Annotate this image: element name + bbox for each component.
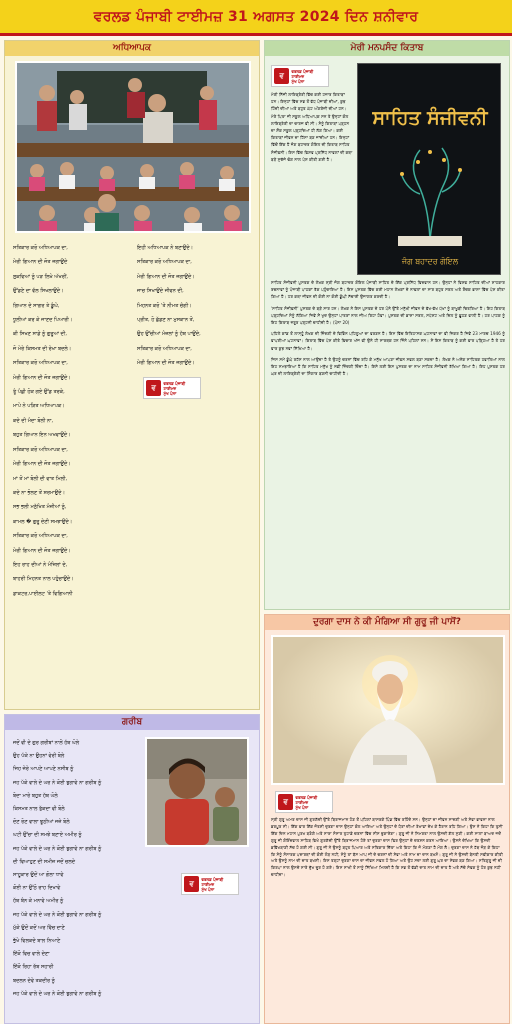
publication-logo-icon: ਵ bbox=[146, 380, 161, 396]
poem-line: ਮਿਹਨਤ ਕਰੋ 'ਤੇ ਨੀਮਤ ਚੰਗੀ। bbox=[137, 302, 192, 309]
poem-line: ਕਦੇ ਨਾ ਭੋਲਣ ਤੋਂ ਸ਼ਰਮਾਉਂਦੇ। bbox=[13, 489, 65, 496]
newspaper-title: ਵਰਲਡ ਪੰਜਾਬੀ ਟਾਈਮਜ਼ 31 ਅਗਸਤ 2024 ਦਿਨ ਸ਼ਨੀਵਾਰ bbox=[93, 8, 419, 25]
poem-line: ਉੱਡਣੇ ਦਾ ਵੱਲ ਸਿਖਲਾਉਂਦੇ। bbox=[13, 288, 64, 295]
poem-line: ਬਹੁਤ ਗਿਆਨ ਇਨ ਅਖਵਾਉਂਦੇ। bbox=[13, 432, 71, 439]
badge-line-1: ਵਰਲਡ ਪੰਜਾਬੀ ਟਾਈਮਜ਼ bbox=[163, 380, 186, 391]
publication-badge bbox=[143, 377, 201, 399]
review-paragraph: 'ਸਾਹਿਤ ਸੰਜੀਵਨੀ' ਪੁਸਤਕ ਦੇ ਬੜੇ ਸਾਰ ਹਨ। ਲੇਖਕ ਨੇ ਇਸ ਪੁਸਤਕ ਦੇ ਹਰ ਪੰਨੇ ਉੱਤੇ ਮਨੁੱਖੀ ਜੀਵਨ ਦੇ ਵੱਖ-ਵੱਖ ਪੱਖਾਂ ਨੂੰ ਬਾਖੂਬੀ ਚਿਤਰਿਆ ਹੈ। ਇਹ ਕਿਤਾਬ ਪੜ੍ਹਦਿਆਂ ਮੈਨੂੰ ਲੱਗਿਆ ਜਿਵੇਂ ਮੈਂ ਖੁਦ ਉਨ੍ਹਾਂ ਪਾਤਰਾਂ ਨਾਲ ਜੀਅ ਰਿਹਾ ਹੋਵਾਂ। ਪੁਸਤਕ ਦੀ ਭਾਸ਼ਾ ਸਰਲ, ਸਪੱਸ਼ਟ ਅਤੇ ਦਿਲ ਨੂੰ ਛੂਹਣ ਵਾਲੀ ਹੈ। ਹਰ ਪਾਠਕ ਨੂੰ ਇਹ ਕਿਤਾਬ ਜ਼ਰੂਰ ਪੜ੍ਹਨੀ ਚਾਹੀਦੀ ਹੈ। (ਪੰਨਾ 20) bbox=[271, 305, 505, 326]
poor-section bbox=[4, 714, 260, 1024]
poem-line: ਜਿਹ ਜੇਰੇ ਆਪਣੇ ਆਪਣੇ ਨਸੀਬ ਨੂੰ bbox=[13, 766, 74, 773]
poem-line: ਇੱਕੋ ਵਿਚ ਵਾਲੇ ਦੇਣਾ bbox=[13, 951, 50, 958]
poem-line: ਡਾਕਟਰ,ਪਾਈਲਟ 'ਤੇ ਵਿਗਿਆਨੀ bbox=[13, 590, 73, 597]
poem-line: ਸਤਿਕਾਰ ਕਰੋ ਅਧਿਆਪਕ ਦਾ, bbox=[13, 533, 68, 540]
poor-publication-badge bbox=[181, 873, 239, 895]
guru-publication-logo-icon: ਵ bbox=[278, 794, 293, 810]
poem-line: ਧੂਲੀਆਂ ਕਰ ਕੇ ਜਾਣਦ ਪਿਆਰੀ। bbox=[13, 317, 73, 324]
poem-line: ਬਾਹਰੀ ਮਿਹਨਤ ਨਾਲ ਪਹੁੰਚਾਉਂਦੇ। bbox=[13, 576, 74, 583]
poem-line: ਮੇਰੀ ਗਿਆਨ ਦੀ ਜੋਤ ਜਗਾਉਂਦੇ। bbox=[137, 273, 195, 280]
poem-column-1 bbox=[13, 241, 131, 601]
badge-line-2: ਮੁੱਖ ਪੰਨਾ bbox=[163, 390, 177, 396]
poem-line: ਜਹ ਪੱਕੇ ਵਾਲੇ ਦੇ ਘਰ ਨੇ ਕੋਈ ਝੁਗਾਵੇ ਨਾ ਗਰੀਬ ਨੂੰ bbox=[13, 990, 102, 997]
poem-line: ਜਾਚ ਸਿਖਾਉਂਦੇ ਜੀਵਨ ਦੀ, bbox=[137, 288, 184, 295]
poem-line: ਦੀ ਵਿਆਹੁਣ ਦੀ ਸਮੀਜ਼ ਜਦੋਂ ਚਲਦੇ bbox=[13, 858, 76, 865]
book-cover bbox=[357, 63, 501, 275]
poem-line: ਕਿਸਮਤ ਨਾਲ ਤੁੱਕਦਾ ਵੀ ਬੋਲੇ bbox=[13, 806, 65, 813]
poem-line: ਮਾਪੇ ਨੇ ਪੜਿਤ ਅਧਿਆਪਕ। bbox=[13, 403, 65, 410]
poem-line: ਜਹ ਪੱਕੇ ਵਾਲੇ ਦੇ ਘਰ ਨੇ ਕੋਈ ਝੁਗਾਵੇ ਨਾ ਗਰੀਬ ਨੂੰ bbox=[13, 845, 102, 852]
review-paragraph: ਜਿਸ ਸਮੇਂ ਡੂੰਘੇ ਰਹੱਸ ਨਾਲ ਆਉਂਦਾ ਹੈ ਤੇ ਉਹਨੂੰ ਚਰਨਾਂ ਵਿੱਚ ਰਹਿ ਕੇ ਮਨੁੱਖ ਆਪਣਾ ਜੀਵਨ ਸਫਲ ਬਣਾ ਸਕਦਾ ਹੈ। ਲੇਖਕ ਨੇ ਅਨੇਕ ਸਾਹਿਤਕ ਹਵਾਲਿਆਂ ਨਾਲ ਇਹ ਸਮਝਾਇਆ ਹੈ ਕਿ ਸਾਹਿਤ ਮਨੁੱਖ ਨੂੰ ਨਵੀਂ ਜ਼ਿੰਦਗੀ ਦਿੰਦਾ ਹੈ। ਇਸੇ ਲਈ ਇਸ ਪੁਸਤਕ ਦਾ ਨਾਮ ਸਾਹਿਤ ਸੰਜੀਵਨੀ ਰੱਖਿਆ ਗਿਆ ਹੈ। ਇਹ ਪੁਸਤਕ ਹਰ ਘਰ ਦੀ ਲਾਇਬ੍ਰੇਰੀ ਦਾ ਸ਼ਿੰਗਾਰ ਬਣਨੀ ਚਾਹੀਦੀ ਹੈ। bbox=[271, 356, 505, 377]
book-section bbox=[264, 40, 510, 610]
guru-badge-line-1: ਵਰਲਡ ਪੰਜਾਬੀ ਟਾਈਮਜ਼ bbox=[295, 794, 318, 805]
poem-line: ਮੇਰੀ ਗਿਆਨ ਦੀ ਜੋਤ ਜਗਾਉਂਦੇ bbox=[13, 259, 68, 266]
poem-column-2 bbox=[137, 241, 255, 371]
poem-line: ਇੱਕੋ ਰਿਹਾ ਰੱਬ ਸਹਾਰੀ bbox=[13, 964, 54, 971]
poem-line: ਉਹ ਪੱਕੇ ਨਾ ਉਹਨਾਂ ਵੇਰੀ ਬੋਲੇ bbox=[13, 753, 65, 760]
poem-line: ਸਤਿਕਾਰ ਕਰੋ ਅਧਿਆਪਕ ਦਾ, bbox=[13, 360, 68, 367]
poor-heading: ਗਰੀਬ bbox=[5, 715, 259, 730]
poem-line: ਇਹੀ ਅਧਿਆਪਕ ਨੇ ਬਣਾਉਂਦੇ। bbox=[137, 245, 194, 251]
poem-line: ਇਹ ਰਾਹ ਦੀਆਂ ਨੇ ਮੰਜ਼ਿਲਾਂ ਦੇ, bbox=[13, 561, 68, 568]
poem-line: ਗਿਆਨ ਦੇ ਸਾਗਰ ਤੇ ਡੂੰਘੇ, bbox=[13, 302, 60, 309]
poem-line: ਮਾਂ ਤੋਂ ਮਾਂ ਬੋਲੀ ਦੀ ਵਾਤ ਮਿਲੀ, bbox=[13, 475, 68, 482]
review-paragraph: ਪਹਿਲੇ ਕਾਂਡ ਤੋਂ ਲਾਸ੍ਹੂੰ ਲੇਖਕ ਦੀ ਜ਼ਿੰਦਗੀ ਦੇ ਵਿਭਿੰਨ ਪਹਿਲੂਆਂ ਦਾ ਵਰਣਨ ਹੈ। ਇਸ ਵਿੱਚ ਇਤਿਹਾਸਕ ਘਟਨਾਵਾਂ ਦਾ ਵੀ ਜ਼ਿਕਰ ਹੈ ਜਿਵੇਂ 23 ਮਾਰਚ 1946 ਨੂੰ ਵਾਪਰੀਆਂ ਘਟਨਾਵਾਂ। ਕਿਤਾਬ ਵਿੱਚ ਪੇਸ਼ ਕੀਤੇ ਵਿਚਾਰ ਅੱਜ ਵੀ ਉਨੇ ਹੀ ਸਾਰਥਕ ਹਨ ਜਿੰਨੇ ਪਹਿਲਾਂ ਸਨ। ਮੈਂ ਇਸ ਕਿਤਾਬ ਨੂੰ ਕਈ ਵਾਰ ਪੜ੍ਹਿਆ ਹੈ ਤੇ ਹਰ ਵਾਰ ਕੁਝ ਨਵਾਂ ਸਿੱਖਿਆ ਹੈ। bbox=[271, 331, 505, 351]
poem-line: ਜਦੋਂ ਵੀ ਦੇ ਗੁਰ ਗਰੀਬਾਂ ਨਾਲੋਂ ਹੱਥ ਘੋਲੇ bbox=[13, 740, 80, 746]
poem-line: ਸਤਿਕਾਰ ਕਰੋ ਅਧਿਆਪਕ ਦਾ, bbox=[137, 259, 192, 266]
poem-line: ਉਹ ਉੱਚੀਆਂ ਮੰਜ਼ਲਾਂ ਨੂੰ ਹੱਥ ਪਾਉਂਦੇ, bbox=[137, 331, 201, 338]
guru-publication-badge bbox=[275, 791, 333, 813]
poem-line: ਕੀ ਸਿਖਣ ਸਾਡੇ ਨੂੰ ਗੁਰੂਆਂ ਦੀ, bbox=[13, 331, 67, 338]
poem-line: ਮੇਰੀ ਗਿਆਨ ਦੀ ਜੋਤ ਜਗਾਉਂਦੇ। bbox=[13, 461, 71, 468]
masthead bbox=[0, 0, 512, 36]
poem-line: ਮੇਰੀ ਗਿਆਨ ਦੀ ਜੋਤ ਜਗਾਉਂਦੇ। bbox=[13, 547, 71, 554]
poem-line: ਜਹ ਪੱਕੇ ਵਾਲੇ ਦੇ ਘਰ ਨੇ ਕੋਈ ਝੁਗਾਵੇ ਨਾ ਗਰੀਬ ਨੂੰ bbox=[13, 911, 102, 918]
poem-line: ਸਤਿਕਾਰ ਕਰੋ ਅਧਿਆਪਕ ਦਾ, bbox=[13, 245, 68, 251]
classroom-photo bbox=[15, 61, 251, 233]
poem-line: ਸਤਿਕਾਰ ਕਰੋ ਅਧਿਆਪਕ ਦਾ, bbox=[13, 446, 68, 453]
poem-line: ਕੋਈ ਨਾ ਉੱਠੋ ਰਾਹ ਦਿਖਾਵੇ bbox=[13, 885, 61, 892]
poem-line: ਤੂੰ ਪੰਛੀ ਹੋਕ ਗਏ ਉੱਡ ਤਰਕੇ, bbox=[13, 389, 65, 396]
book-heading: ਮੇਰੀ ਮਨਪਸੰਦ ਕਿਤਾਬ bbox=[265, 41, 509, 56]
poem-line: ਲੁਕਵਿਆਂ ਨੂੰ ਪੜ ਲਿਖੇ ਅੱਖਰੀਂ, bbox=[13, 273, 68, 280]
poem-line: ਘਟੀ ਉੱਚਾ ਦੀ ਸਮਝੇ ਬਣਾਏ ਅਮੀਰ ਨੂੰ bbox=[13, 832, 82, 839]
book-badge-line-1: ਵਰਲਡ ਪੰਜਾਬੀ ਟਾਈਮਜ਼ bbox=[291, 68, 314, 79]
book-badge-line-2: ਮੁੱਖ ਪੰਨਾ bbox=[291, 78, 305, 84]
poem-line: ਜੋ ਮੇਰੇ ਕਿਸਮਤ ਦੀ ਰੇਖਾ ਬਦਲੇ। bbox=[13, 345, 72, 352]
poem-line: ਬੋਦਾ ਮਾਰੇ ਬਹੁਤ ਹੱਥ ਘੋਲੇ bbox=[13, 792, 58, 799]
poor-poem bbox=[13, 737, 141, 1001]
guru-section bbox=[264, 614, 510, 1024]
guru-story-text: ਸ੍ਰੀ ਗੁਰੂ ਅਮਰ ਦਾਸ ਜੀ ਗੁਰਗੱਦੀ ਉੱਤੇ ਬਿਰਾਜਮਾਨ ਹੋਣ ਤੋਂ ਪਹਿਲਾਂ ਬਾਸਰਕੇ ਪਿੰਡ ਵਿੱਚ ਰਹਿੰਦੇ ਸਨ। ਉਨ੍ਹਾਂ ਦਾ ਜੀਵਨ ਸਾਦਗੀ ਅਤੇ ਸੇਵਾ ਭਾਵਨਾ ਨਾਲ ਭਰਪੂਰ ਸੀ। ਇੱਕ ਵਾਰ ਇੱਕ ਜੋਤਸ਼ੀ ਦੁਰਗਾ ਦਾਸ ਉਨ੍ਹਾਂ ਕੋਲ ਆਇਆ ਅਤੇ ਉਨ੍ਹਾਂ ਦੇ ਪੈਰਾਂ ਦੀਆਂ ਰੇਖਾਵਾਂ ਦੇਖ ਕੇ ਹੈਰਾਨ ਰਹਿ ਗਿਆ। ਉਸ ਨੇ ਕਿਹਾ ਕਿ ਤੁਸੀਂ ਇੱਕ ਦਿਨ ਮਹਾਨ ਪੁਰਖ ਬਣੋਗੇ ਅਤੇ ਸਾਰਾ ਸੰਸਾਰ ਤੁਹਾਡੇ ਚਰਨਾਂ ਵਿੱਚ ਸੀਸ ਝੁਕਾਏਗਾ। ਗੁਰੂ ਜੀ ਨੇ ਨਿਮਰਤਾ ਨਾਲ ਉਸਦੀ ਗੱਲ ਸੁਣੀ। ਕਈ ਸਾਲਾਂ ਬਾਅਦ ਜਦੋਂ ਗੁਰੂ ਜੀ ਗੋਇੰਦਵਾਲ ਸਾਹਿਬ ਵਿਖੇ ਗੁਰਗੱਦੀ ਉੱਤੇ ਬਿਰਾਜਮਾਨ ਹੋਏ ਤਾਂ ਦੁਰਗਾ ਦਾਸ ਫਿਰ ਉਨ੍ਹਾਂ ਦੇ ਦਰਸ਼ਨ ਕਰਨ ਆਇਆ। ਉਸਨੇ ਦੇਖਿਆ ਕਿ ਉਸਦੀ ਭਵਿੱਖਬਾਣੀ ਸੱਚ ਹੋ ਗਈ ਸੀ। ਗੁਰੂ ਜੀ ਨੇ ਉਸਨੂੰ ਬਹੁਤ ਪਿਆਰ ਅਤੇ ਸਤਿਕਾਰ ਦਿੱਤਾ ਅਤੇ ਕਿਹਾ ਕਿ ਜੋ ਮੰਗਣਾ ਹੈ ਮੰਗ ਲੈ। ਦੁਰਗਾ ਦਾਸ ਨੇ ਹੱਥ ਜੋੜ ਕੇ ਕਿਹਾ ਕਿ ਮੈਨੂੰ ਸੰਸਾਰਕ ਪਦਾਰਥਾਂ ਦੀ ਕੋਈ ਲੋੜ ਨਹੀਂ, ਮੈਨੂੰ ਤਾਂ ਬੱਸ ਆਪ ਜੀ ਦੇ ਚਰਨਾਂ ਦੀ ਸੇਵਾ ਅਤੇ ਨਾਮ ਦਾ ਦਾਨ ਬਖਸ਼ੋ। ਗੁਰੂ ਜੀ ਨੇ ਉਸਦੀ ਬੇਨਤੀ ਸਵੀਕਾਰ ਕੀਤੀ ਅਤੇ ਉਸਨੂੰ ਨਾਮ ਦੀ ਦਾਤ ਬਖਸ਼ੀ। ਇਸ ਤਰ੍ਹਾਂ ਦੁਰਗਾ ਦਾਸ ਦਾ ਜੀਵਨ ਸਫਲ ਹੋ ਗਿਆ ਅਤੇ ਉਹ ਸਦਾ ਲਈ ਗੁਰੂ ਘਰ ਦਾ ਸੇਵਕ ਬਣ ਗਿਆ। ਸਤਿਗੁਰੂ ਜੀ ਦੀ ਕਿਰਪਾ ਨਾਲ ਉਸਦੇ ਸਾਰੇ ਦੁੱਖ ਦੂਰ ਹੋ ਗਏ। ਇਸ ਸਾਖੀ ਤੋਂ ਸਾਨੂੰ ਸਿੱਖਿਆ ਮਿਲਦੀ ਹੈ ਕਿ ਸਭ ਤੋਂ ਵੱਡੀ ਦਾਤ ਨਾਮ ਦੀ ਦਾਤ ਹੈ ਅਤੇ ਸੱਚੇ ਸੇਵਕ ਨੂੰ ਹੋਰ ਕੁਝ ਨਹੀਂ ਚਾਹੀਦਾ। bbox=[271, 817, 503, 878]
book-intro-text: ਮੇਰੀ ਨਿੱਜੀ ਲਾਇਬ੍ਰੇਰੀ ਵਿੱਚ ਕਈ ਹਜ਼ਾਰ ਕਿਤਾਬਾਂ ਹਨ। ਇਨ੍ਹਾਂ ਵਿੱਚ ਸਭ ਤੋਂ ਵੱਧ ਪੰਜਾਬੀ ਦੀਆਂ, ਕੁਝ ਹਿੰਦੀ ਦੀਆਂ ਅਤੇ ਬਹੁਤ ਘੱਟ ਅੰਗਰੇਜ਼ੀ ਦੀਆਂ ਹਨ। ਮੇਰੇ ਪਿਤਾ ਜੀ ਸਕੂਲ ਅਧਿਆਪਕ ਸਨ ਤੇ ਉਨ੍ਹਾਂ ਕੋਲ ਲਾਇਬ੍ਰੇਰੀ ਦਾ ਚਾਰਜ ਵੀ ਸੀ। ਮੈਨੂੰ ਕਿਤਾਬਾਂ ਪੜ੍ਹਨ ਦਾ ਸ਼ੌਕ ਸਕੂਲ ਪੜ੍ਹਦਿਆਂ ਹੀ ਲੱਗ ਗਿਆ। ਕਈ ਕਿਤਾਬਾਂ ਜੀਵਨ ਦਾ ਹਿੱਸਾ ਬਣ ਜਾਂਦੀਆਂ ਹਨ। ਇਨ੍ਹਾਂ ਵਿੱਚੋਂ ਇੱਕ ਹੈ ਜੰਗ ਬਹਾਦਰ ਗੋਇਲ ਦੀ ਕਿਤਾਬ ਸਾਹਿਤ ਸੰਜੀਵਨੀ। ਇਸ ਵਿੱਚ ਵਿਸ਼ਵ ਪ੍ਰਸਿੱਧ ਨਾਵਲਾਂ ਦੀ ਕਥਾ ਬੜੇ ਸੁਚੱਜੇ ਢੰਗ ਨਾਲ ਪੇਸ਼ ਕੀਤੀ ਗਈ ਹੈ। bbox=[271, 92, 353, 162]
poem-line: ਮੇਰੀ ਗਿਆਨ ਦੀ ਜੋਤ ਜਗਾਉਂਦੇ। bbox=[13, 374, 71, 381]
guru-heading: ਦੁਰਗਾ ਦਾਸ ਨੇ ਕੀ ਮੰਗਿਆ ਸੀ ਗੁਰੂ ਜੀ ਪਾਸੋਂ? bbox=[265, 615, 509, 630]
poem-line: ਹੱਥ ਬੰਨ ਕੇ ਮਨਾਵੇ ਅਮੀਰ ਨੂੰ bbox=[13, 898, 64, 905]
review-paragraph: ਸਾਹਿਤ ਸੰਜੀਵਨੀ ਪੁਸਤਕ ਦੇ ਲੇਖਕ ਸ਼੍ਰੀ ਜੰਗ ਬਹਾਦਰ ਗੋਇਲ ਪੰਜਾਬੀ ਸਾਹਿਤ ਦੇ ਇੱਕ ਪ੍ਰਸਿੱਧ ਵਿਦਵਾਨ ਹਨ। ਉਨ੍ਹਾਂ ਨੇ ਵਿਸ਼ਵ ਸਾਹਿਤ ਦੀਆਂ ਸ਼ਾਹਕਾਰ ਰਚਨਾਵਾਂ ਨੂੰ ਪੰਜਾਬੀ ਪਾਠਕਾਂ ਤੱਕ ਪਹੁੰਚਾਇਆ ਹੈ। ਇਸ ਪੁਸਤਕ ਵਿੱਚ ਕਈ ਮਹਾਨ ਲੇਖਕਾਂ ਦੇ ਨਾਵਲਾਂ ਦਾ ਸਾਰ ਬਹੁਤ ਸਰਲ ਅਤੇ ਰੌਚਕ ਭਾਸ਼ਾ ਵਿੱਚ ਪੇਸ਼ ਕੀਤਾ ਗਿਆ ਹੈ। ਹਰ ਕਥਾ ਜੀਵਨ ਦੀ ਕੋਈ ਨਾ ਕੋਈ ਡੂੰਘੀ ਸੱਚਾਈ ਉਜਾਗਰ ਕਰਦੀ ਹੈ। bbox=[271, 280, 505, 300]
cover-author: ਜੰਗ ਬਹਾਦਰ ਗੋਇਲ bbox=[401, 257, 459, 266]
teacher-section bbox=[4, 40, 260, 710]
book-publication-logo-icon: ਵ bbox=[274, 68, 289, 84]
book-publication-badge bbox=[271, 65, 329, 87]
poor-publication-logo-icon: ਵ bbox=[184, 876, 199, 892]
book-review-text bbox=[271, 279, 505, 381]
guru-badge-line-2: ਮੁੱਖ ਪੰਨਾ bbox=[295, 804, 309, 810]
poem-line: ਮੇਰੀ ਗਿਆਨ ਦੀ ਜੋਤ ਜਗਾਉਂਦੇ। bbox=[137, 360, 195, 367]
poem-line: ਮੁੱਕੇ ਉਦੋਂ ਕਦੋਂ ਅਰ ਵਿੱਚ ਦਾਣੇ bbox=[13, 924, 65, 931]
child-photo bbox=[145, 737, 249, 847]
guru-portrait bbox=[271, 635, 505, 785]
poem-line: ਸਭ ਭਲੀ ਮਨੁੱਖਿਤ ਮੰਜ਼ੀਆਂ ਨੂੰ, bbox=[13, 504, 67, 511]
poem-line: ਸਤਿਕਾਰ ਕਰੋ ਅਧਿਆਪਕ ਦਾ, bbox=[137, 345, 192, 352]
cover-title: ਸਾਹਿਤ ਸੰਜੀਵਨੀ bbox=[372, 107, 488, 129]
poem-line: ਸਾਹੂਕਾਰ ਉਦੋਂ ਆ ਗੋਲਾ ਧਾਵੇ bbox=[13, 872, 64, 879]
poem-line: ਕਦੇ ਦੀ ਮੰਦਾ ਬੋਲੀ ਨਾ, bbox=[13, 417, 54, 424]
poem-line: ਦੋਣ ਰੋਣ ਵਾਲਾ ਝੂਠੀਆਂ ਜਜ਼ੇ ਬੋਲੇ bbox=[13, 819, 70, 826]
poem-line: ਬਦਲਨ ਦੇਵੇ ਤਕਦੀਰ ਨੂੰ bbox=[13, 977, 55, 984]
poem-line: ਭੁੱਖੇ ਵਿਲਕਦੇ ਬਾਲ ਨਿਆਣੇ bbox=[13, 938, 61, 945]
poor-badge-line-1: ਵਰਲਡ ਪੰਜਾਬੀ ਟਾਈਮਜ਼ bbox=[201, 876, 224, 887]
poor-badge-line-2: ਮੁੱਖ ਪੰਨਾ bbox=[201, 886, 215, 892]
poem-line: ਜਹ ਪੱਕੇ ਵਾਲੇ ਦੇ ਘਰ ਨੇ ਕੋਈ ਝੁਗਾਵੇ ਨਾ ਗਰੀਬ ਨੂੰ bbox=[13, 779, 102, 786]
teacher-heading: ਅਧਿਆਪਕ bbox=[5, 41, 259, 56]
poem-line: ਪ੍ਰੀਤ, ਹੋ ਛੱਡਣ ਨਾ ਮੁਸਕਾਨ ਤੋਂ, bbox=[137, 317, 195, 324]
poem-line: ਕਾਮਲ � ਗੁਰੂ ਦੇਣੀ ਸਮਝਾਉਂਦੇ। bbox=[13, 518, 73, 525]
